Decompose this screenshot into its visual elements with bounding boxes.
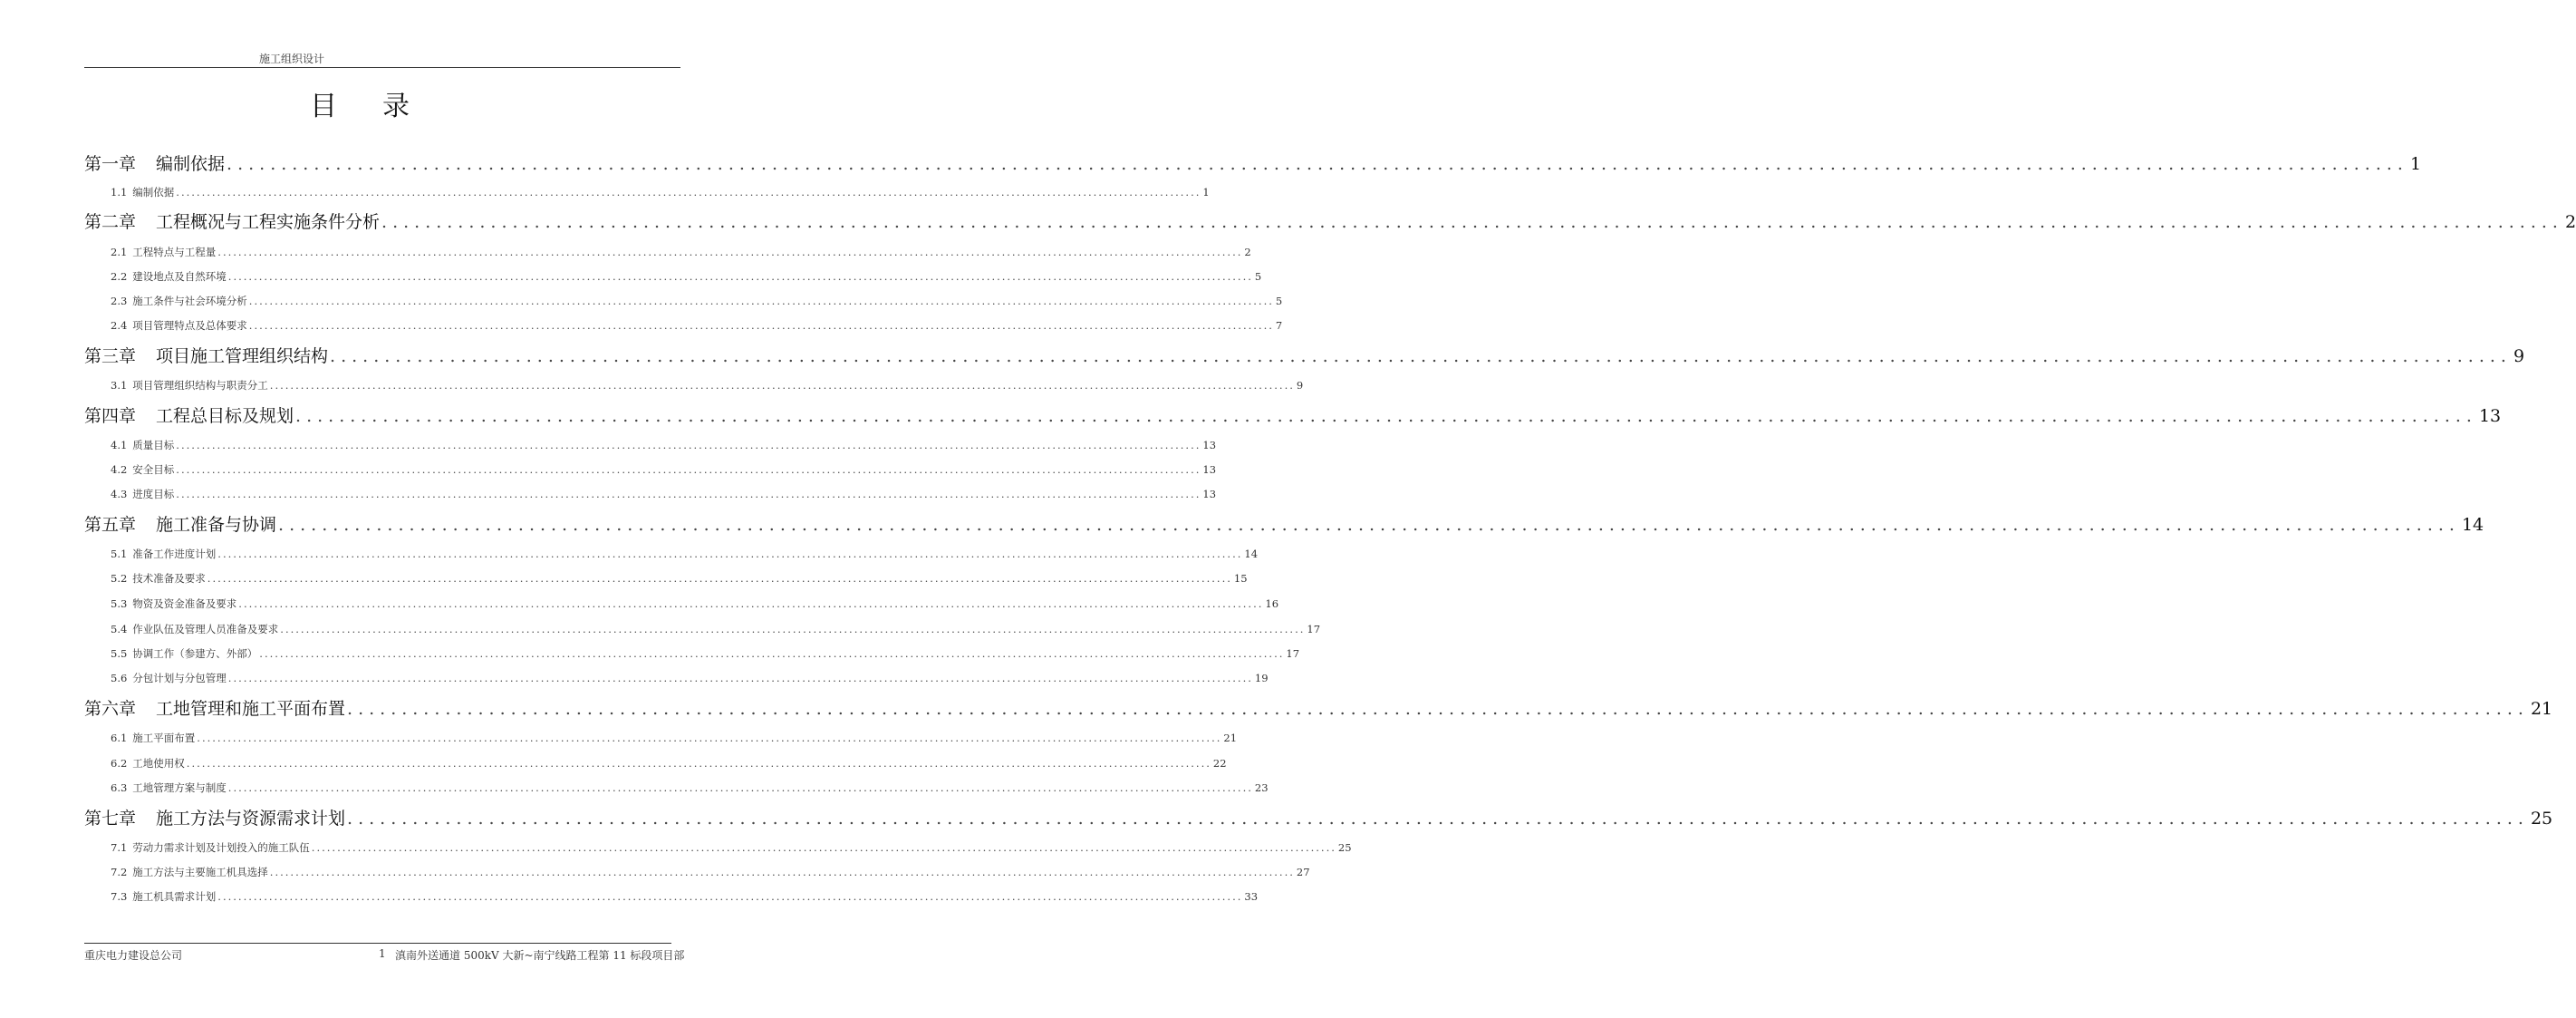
toc-entry-label: 项目施工管理组织结构 [156, 346, 329, 366]
toc-entry-page: 17 [1307, 623, 1321, 635]
toc-entry-page: 13 [1202, 439, 1217, 451]
toc-entry-label: 编制依据 [132, 186, 175, 199]
toc-section-entry[interactable] [111, 438, 1217, 452]
toc-section-entry[interactable] [111, 622, 1321, 636]
toc-entry-label: 项目管理特点及总体要求 [132, 319, 247, 332]
toc-leader-dots: ........................................................................................................................................................................................................ [197, 732, 1222, 744]
toc-leader-dots: ........................................................................................................................................................................................................ [207, 572, 1232, 585]
toc-entry-number: 4.3 [111, 488, 128, 500]
toc-entry-page: 27 [1296, 866, 1310, 878]
toc-section-entry[interactable] [111, 731, 1238, 745]
toc-section-entry[interactable] [111, 185, 1210, 199]
toc-chapter-entry[interactable] [84, 208, 2576, 233]
toc-leader-dots: ........................................................................................................................................................................................................ [381, 212, 2563, 232]
footer-project: 滇南外送通道 500kV 大新~南宁线路工程第 11 标段项目部 [395, 949, 685, 962]
toc-entry-label: 施工平面布置 [132, 732, 196, 744]
toc-leader-dots: ........................................................................................................................................................................................................ [186, 757, 1211, 770]
toc-section-entry[interactable] [111, 318, 1283, 333]
toc-entry-label: 工地使用权 [132, 757, 185, 770]
toc-leader-dots: ........................................................................................................................................................................................................ [227, 154, 2408, 174]
toc-entry-number: 2.3 [111, 295, 128, 307]
toc-entry-number: 4.1 [111, 439, 128, 451]
toc-entry-label: 协调工作（参建方、外部） [132, 647, 258, 660]
toc-entry-label: 物资及资金准备及要求 [132, 597, 237, 610]
toc-entry-page: 23 [1254, 781, 1269, 794]
toc-leader-dots: ........................................................................................................................................................................................................ [227, 672, 1253, 684]
toc-leader-dots: ........................................................................................................................................................................................................ [217, 548, 1243, 560]
toc-entry-label: 进度目标 [132, 488, 175, 500]
toc-chapter-entry[interactable] [84, 343, 2525, 367]
toc-entry-label: 准备工作进度计划 [132, 548, 217, 560]
toc-section-entry[interactable] [111, 571, 1248, 586]
toc-entry-label: 施工准备与协调 [156, 515, 277, 535]
toc-section-entry[interactable] [111, 547, 1259, 561]
toc-leader-dots: ........................................................................................................................................................................................................ [295, 406, 2477, 426]
toc-leader-dots: ........................................................................................................................................................................................................ [248, 319, 1274, 332]
toc-leader-dots: ........................................................................................................................................................................................................ [176, 463, 1201, 476]
toc-leader-dots: ........................................................................................................................................................................................................ [176, 186, 1201, 199]
toc-section-entry[interactable] [111, 462, 1217, 477]
toc-entry-number: 6.2 [111, 757, 128, 770]
page-title: 目录 [310, 91, 455, 122]
toc-entry-number: 第一章 [84, 154, 137, 174]
toc-leader-dots: ........................................................................................................................................................................................................ [347, 699, 2529, 719]
toc-entry-number: 第二章 [84, 212, 137, 232]
footer-rule [84, 943, 671, 944]
toc-entry-number: 第七章 [84, 809, 137, 829]
toc-entry-number: 2.4 [111, 319, 128, 332]
toc-entry-page: 14 [2461, 515, 2484, 535]
toc-entry-number: 第六章 [84, 699, 137, 719]
toc-section-entry[interactable] [111, 840, 1352, 855]
toc-entry-page: 14 [1244, 548, 1259, 560]
toc-entry-page: 25 [1337, 841, 1352, 854]
toc-entry-number: 第三章 [84, 346, 137, 366]
toc-entry-label: 技术准备及要求 [132, 572, 206, 585]
toc-entry-label: 工地管理方案与制度 [132, 781, 227, 794]
toc-section-entry[interactable] [111, 378, 1304, 393]
toc-entry-number: 1.1 [111, 186, 128, 199]
toc-entry-number: 5.4 [111, 623, 128, 635]
toc-leader-dots: ........................................................................................................................................................................................................ [269, 866, 1295, 878]
toc-leader-dots: ........................................................................................................................................................................................................ [176, 488, 1201, 500]
toc-entry-number: 5.6 [111, 672, 128, 684]
toc-entry-label: 工地管理和施工平面布置 [156, 699, 346, 719]
toc-entry-page: 16 [1265, 597, 1279, 610]
toc-entry-page: 2 [1244, 246, 1251, 258]
toc-leader-dots: ........................................................................................................................................................................................................ [347, 809, 2529, 829]
toc-chapter-entry[interactable] [84, 695, 2553, 720]
toc-leader-dots: ........................................................................................................................................................................................................ [176, 439, 1201, 451]
toc-entry-page: 2 [2564, 212, 2576, 232]
toc-entry-number: 5.2 [111, 572, 128, 585]
toc-entry-label: 作业队伍及管理人员准备及要求 [132, 623, 279, 635]
toc-entry-label: 质量目标 [132, 439, 175, 451]
toc-chapter-entry[interactable] [84, 402, 2502, 427]
toc-entry-number: 6.3 [111, 781, 128, 794]
toc-entry-page: 5 [1254, 270, 1262, 283]
toc-entry-number: 3.1 [111, 379, 128, 392]
footer-page-number: 1 [379, 947, 386, 960]
toc-leader-dots: ........................................................................................................................................................................................................ [269, 379, 1295, 392]
toc-entry-page: 17 [1286, 647, 1300, 660]
toc-entry-label: 劳动力需求计划及计划投入的施工队伍 [132, 841, 310, 854]
toc-entry-page: 33 [1244, 890, 1259, 903]
toc-entry-label: 工程总目标及规划 [156, 406, 294, 426]
toc-entry-label: 分包计划与分包管理 [132, 672, 227, 684]
toc-entry-number: 7.2 [111, 866, 128, 878]
toc-entry-label: 安全目标 [132, 463, 175, 476]
toc-leader-dots: ........................................................................................................................................................................................................ [217, 890, 1243, 903]
toc-leader-dots: ........................................................................................................................................................................................................ [217, 246, 1243, 258]
toc-entry-page: 13 [1202, 488, 1217, 500]
toc-section-entry[interactable] [111, 269, 1262, 284]
toc-entry-page: 21 [2530, 699, 2553, 719]
toc-section-entry[interactable] [111, 646, 1300, 661]
toc-entry-label: 建设地点及自然环境 [132, 270, 227, 283]
footer-company: 重庆电力建设总公司 [84, 949, 183, 962]
toc-entry-number: 5.3 [111, 597, 128, 610]
toc-entry-page: 13 [1202, 463, 1217, 476]
toc-entry-number: 5.5 [111, 647, 128, 660]
toc-leader-dots: ........................................................................................................................................................................................................ [248, 295, 1274, 307]
toc-entry-number: 6.1 [111, 732, 128, 744]
toc-leader-dots: ........................................................................................................................................................................................................ [278, 515, 2460, 535]
toc-leader-dots: ........................................................................................................................................................................................................ [227, 270, 1253, 283]
toc-entry-label: 项目管理组织结构与职责分工 [132, 379, 268, 392]
header-text: 施工组织设计 [259, 53, 325, 65]
toc-entry-page: 22 [1212, 757, 1227, 770]
toc-leader-dots: ........................................................................................................................................................................................................ [238, 597, 1264, 610]
toc-leader-dots: ........................................................................................................................................................................................................ [259, 647, 1285, 660]
toc-entry-page: 1 [1202, 186, 1210, 199]
toc-entry-label: 施工条件与社会环境分析 [132, 295, 247, 307]
toc-section-entry[interactable] [111, 865, 1310, 879]
toc-entry-number: 7.3 [111, 890, 128, 903]
toc-entry-page: 25 [2530, 809, 2553, 829]
toc-section-entry[interactable] [111, 245, 1251, 259]
toc-entry-page: 21 [1223, 732, 1238, 744]
toc-leader-dots: ........................................................................................................................................................................................................ [311, 841, 1336, 854]
toc-leader-dots: ........................................................................................................................................................................................................ [330, 346, 2512, 366]
toc-section-entry[interactable] [111, 671, 1269, 685]
toc-chapter-entry[interactable] [84, 150, 2422, 175]
toc-section-entry[interactable] [111, 596, 1279, 611]
toc-entry-number: 5.1 [111, 548, 128, 560]
toc-section-entry[interactable] [111, 780, 1269, 795]
toc-entry-page: 7 [1275, 319, 1283, 332]
toc-entry-page: 5 [1275, 295, 1283, 307]
toc-entry-number: 2.2 [111, 270, 128, 283]
toc-section-entry[interactable] [111, 889, 1259, 904]
toc-section-entry[interactable] [111, 756, 1227, 771]
toc-leader-dots: ........................................................................................................................................................................................................ [280, 623, 1306, 635]
toc-entry-number: 第四章 [84, 406, 137, 426]
toc-entry-page: 9 [2513, 346, 2525, 366]
toc-entry-label: 施工方法与资源需求计划 [156, 809, 346, 829]
toc-entry-label: 工程概况与工程实施条件分析 [156, 212, 381, 232]
toc-entry-number: 7.1 [111, 841, 128, 854]
header-rule [84, 67, 680, 68]
toc-entry-label: 工程特点与工程量 [132, 246, 217, 258]
toc-entry-number: 2.1 [111, 246, 128, 258]
toc-entry-number: 4.2 [111, 463, 128, 476]
toc-entry-page: 19 [1254, 672, 1269, 684]
toc-entry-page: 1 [2409, 154, 2422, 174]
toc-chapter-entry[interactable] [84, 511, 2484, 536]
toc-entry-page: 13 [2478, 406, 2502, 426]
toc-entry-page: 15 [1233, 572, 1248, 585]
toc-chapter-entry[interactable] [84, 805, 2553, 829]
toc-leader-dots: ........................................................................................................................................................................................................ [227, 781, 1253, 794]
toc-entry-label: 编制依据 [156, 154, 226, 174]
toc-entry-page: 9 [1296, 379, 1304, 392]
toc-entry-label: 施工方法与主要施工机具选择 [132, 866, 268, 878]
toc-entry-label: 施工机具需求计划 [132, 890, 217, 903]
toc-section-entry[interactable] [111, 487, 1217, 501]
toc-entry-number: 第五章 [84, 515, 137, 535]
toc-section-entry[interactable] [111, 294, 1283, 308]
